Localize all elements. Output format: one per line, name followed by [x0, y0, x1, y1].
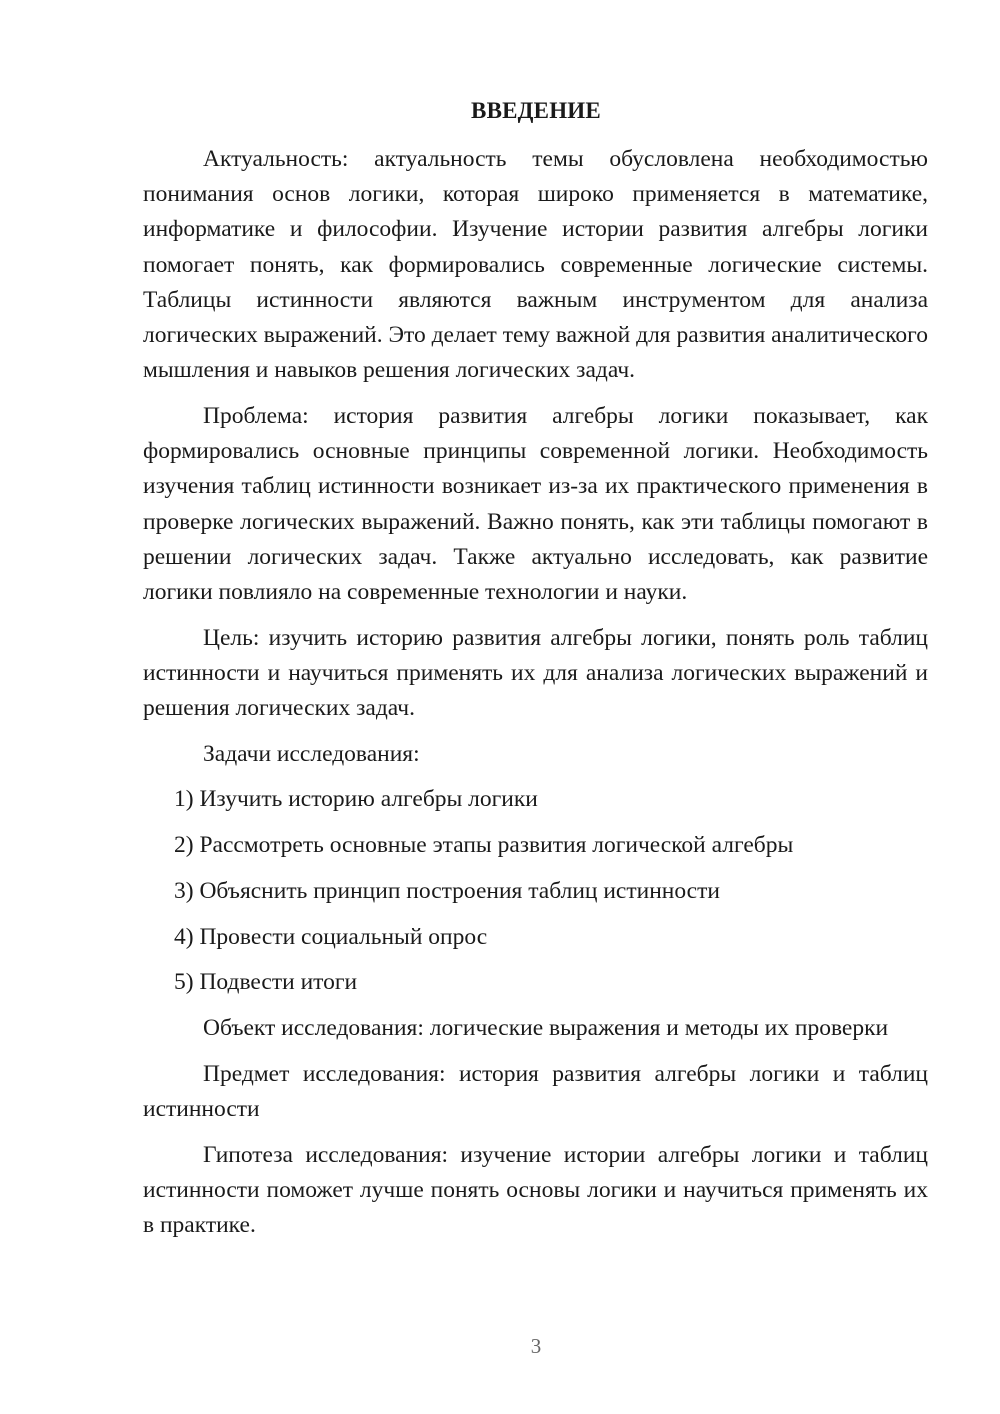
list-item: 4) Провести социальный опрос	[174, 923, 488, 950]
paragraph-subject: Предмет исследования: история развития алгебры логики и таблиц истинности	[143, 1060, 928, 1122]
paragraph-relevance: Актуальность: актуальность темы обусловлена необходимостью понимания основ логики, которая широко применяется в математике, информатике и философии. Изучение истории развития алгебры логики помогает понять, как формировались современные логические системы. Таблицы истинности являются важным инструментом для анализа логических выражений. Это делает тему важной для развития аналитического мышления и навыков решения логических задач.	[143, 146, 928, 384]
tasks-list	[143, 782, 928, 1000]
paragraph-hypothesis: Гипотеза исследования: изучение истории алгебры логики и таблиц истинности поможет лучше понять основы логики и научиться применять их в практике.	[143, 1141, 928, 1238]
paragraph-object: Объект исследования: логические выражения и методы их проверки	[203, 1014, 889, 1041]
list-item: 3) Объяснить принцип построения таблиц истинности	[174, 877, 720, 904]
tasks-heading: Задачи исследования:	[203, 740, 420, 767]
paragraph-goal: Цель: изучить историю развития алгебры логики, понять роль таблиц истинности и научиться применять их для анализа логических выражений и решения логических задач.	[143, 624, 928, 722]
list-item: 2) Рассмотреть основные этапы развития логической алгебры	[174, 832, 794, 859]
document-body	[143, 142, 928, 1254]
paragraph-problem: Проблема: история развития алгебры логики показывает, как формировались основные принципы современной логики. Необходимость изучения таблиц истинности возникает из-за их практического применения в проверке логических выражений. Важно понять, как эти таблицы помогают в решении логических задач. Также актуально исследовать, как развитие логики повлияло на современные технологии и науки.	[143, 402, 928, 605]
section-title: ВВЕДЕНИЕ	[471, 98, 601, 123]
list-item: 5) Подвести итоги	[174, 969, 358, 996]
page-number: 3	[530, 1334, 542, 1358]
list-item: 1) Изучить историю алгебры логики	[174, 786, 538, 813]
